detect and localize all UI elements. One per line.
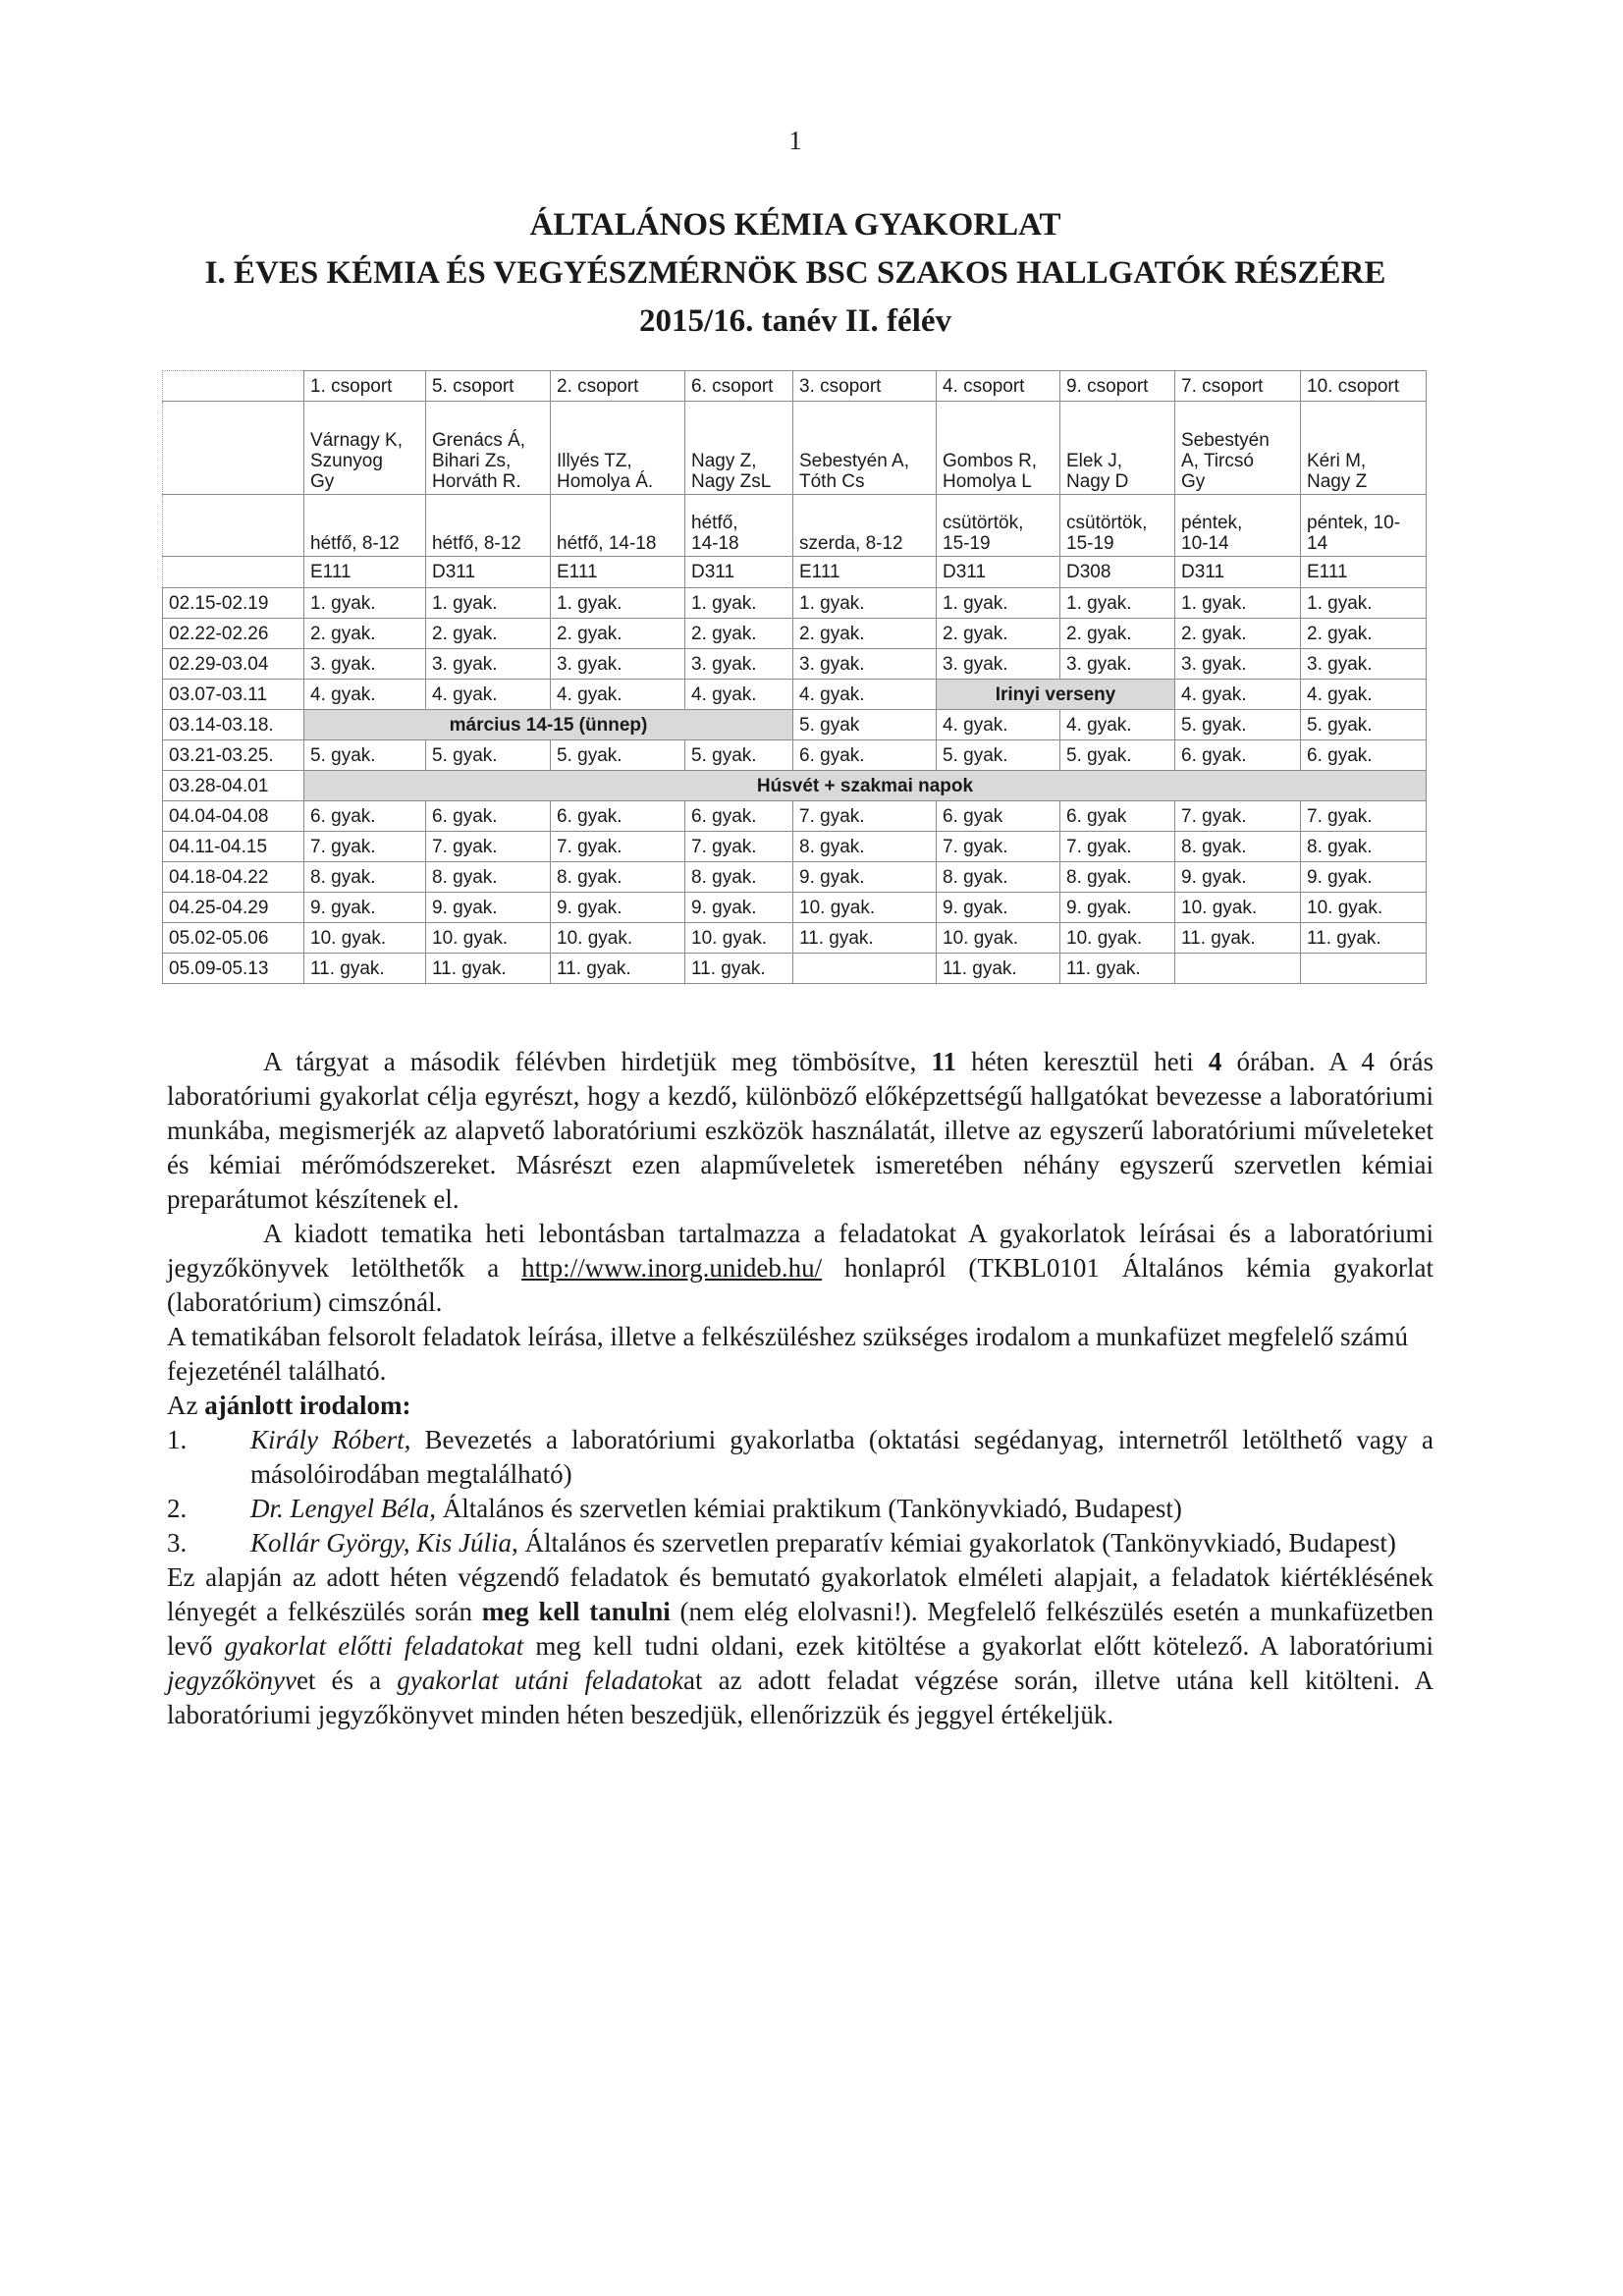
text-span: órában. A 4 órás laboratóriumi gyakorlat célja egyrészt, hogy a kezdő, különböző előképzettségű hallgatókat bevezesse a laboratóriumi munkába, megismerjék az alapvető laboratóriumi eszközök használatát, illetve az egyszerű laboratóriumi műveleteket és kémiai mérőmódszereket. Másrészt ezen alapműveletek ismeretében néhány egyszerű szervetlen kémiai preparátumot készítenek el. — [167, 1047, 1434, 1214]
schedule-cell: 7. gyak. — [1175, 801, 1301, 832]
week-dates: 04.18-04.22 — [163, 862, 304, 893]
cell-line: Illyés TZ, — [557, 451, 632, 471]
corner-cell — [163, 371, 304, 402]
schedule-cell: 11. gyak. — [1301, 923, 1427, 954]
week-dates: 02.29-03.04 — [163, 649, 304, 680]
schedule-cell: 7. gyak. — [551, 832, 685, 862]
schedule-cell: 8. gyak. — [551, 862, 685, 893]
schedule-cell: 7. gyak. — [426, 832, 551, 862]
week-dates: 05.02-05.06 — [163, 923, 304, 954]
schedule-cell: 10. gyak. — [793, 893, 937, 923]
cell-line: 14-18 — [691, 533, 739, 554]
schedule-cell: 5. gyak. — [551, 740, 685, 771]
schedule-table — [162, 370, 1427, 984]
table-row — [163, 862, 1427, 893]
cell-line: hétfő, 8-12 — [310, 533, 400, 554]
schedule-cell: 9. gyak. — [551, 893, 685, 923]
schedule-cell: 9. gyak. — [685, 893, 793, 923]
schedule-cell: 5. gyak. — [304, 740, 426, 771]
cell-line: 10-14 — [1181, 533, 1229, 554]
instructor-cell — [426, 402, 551, 495]
schedule-cell: 11. gyak. — [685, 954, 793, 984]
room-cell: D311 — [426, 557, 551, 588]
schedule-cell: 7. gyak. — [937, 832, 1060, 862]
text-span: héten keresztül heti — [956, 1047, 1209, 1076]
website-link[interactable]: http://www.inorg.unideb.hu/ — [521, 1253, 823, 1283]
schedule-cell: 8. gyak. — [793, 832, 937, 862]
table-row — [163, 680, 1427, 710]
schedule-cell — [1301, 954, 1427, 984]
cell-line: csütörtök, — [1066, 513, 1148, 533]
schedule-cell: 4. gyak. — [1060, 710, 1175, 740]
schedule-cell: 4. gyak. — [1301, 680, 1427, 710]
text-span: at az adott feladat végzése során, illetve utána kell kitölteni. A laboratóriumi jegyzőkönyvet minden héten beszedjük, ellenőrizzük és jeggyel értékeljük. — [167, 1666, 1434, 1729]
schedule-cell: 2. gyak. — [1175, 619, 1301, 649]
schedule-cell: 2. gyak. — [426, 619, 551, 649]
time-cell — [1060, 495, 1175, 557]
text-span: Az — [167, 1391, 205, 1420]
body-text — [167, 1045, 1434, 1732]
schedule-cell: 4. gyak. — [304, 680, 426, 710]
room-cell: E111 — [793, 557, 937, 588]
literature-author: Dr. Lengyel Béla, — [250, 1494, 436, 1523]
literature-number: 1. — [167, 1425, 188, 1454]
table-row — [163, 923, 1427, 954]
cell-line: Grenács Á, — [432, 430, 526, 451]
cell-line: Kéri M, — [1307, 451, 1367, 471]
cell-line: hétfő, 8-12 — [432, 533, 521, 554]
schedule-cell: 3. gyak. — [551, 649, 685, 680]
hours-count: 4 — [1208, 1047, 1222, 1076]
schedule-cell: 2. gyak. — [685, 619, 793, 649]
schedule-cell: 8. gyak. — [1301, 832, 1427, 862]
cell-line: Várnagy K, — [310, 430, 403, 451]
group-header: 4. csoport — [937, 371, 1060, 402]
cell-line: Homolya Á. — [557, 471, 654, 492]
instructor-cell — [304, 402, 426, 495]
text-span: gyakorlat utáni feladatok — [397, 1666, 683, 1695]
table-row — [163, 402, 1427, 495]
schedule-cell: 10. gyak. — [551, 923, 685, 954]
schedule-cell: 6. gyak. — [793, 740, 937, 771]
schedule-cell: 9. gyak. — [1175, 862, 1301, 893]
literature-text — [250, 1492, 1434, 1526]
time-cell — [1301, 495, 1427, 557]
time-cell — [793, 495, 937, 557]
room-cell: D308 — [1060, 557, 1175, 588]
schedule-cell: 3. gyak. — [304, 649, 426, 680]
schedule-cell: 2. gyak. — [304, 619, 426, 649]
table-row — [163, 371, 1427, 402]
cell-line: Gy — [310, 471, 335, 492]
schedule-cell: 1. gyak. — [1175, 588, 1301, 619]
table-row — [163, 801, 1427, 832]
group-header: 5. csoport — [426, 371, 551, 402]
schedule-cell: 9. gyak. — [426, 893, 551, 923]
schedule-cell: 8. gyak. — [937, 862, 1060, 893]
cell-line: Nagy ZsL — [691, 471, 772, 492]
cell-line: Szunyog — [310, 451, 383, 471]
room-cell: D311 — [937, 557, 1060, 588]
text-span: honlapról (TKBL0101 Általános kémia gyakorlat (laboratórium) cimszónál. — [167, 1253, 1434, 1317]
schedule-cell: 1. gyak. — [426, 588, 551, 619]
schedule-cell — [793, 954, 937, 984]
schedule-cell: 9. gyak. — [793, 862, 937, 893]
schedule-cell: 2. gyak. — [1301, 619, 1427, 649]
schedule-cell: 1. gyak. — [793, 588, 937, 619]
title-line-1: ÁLTALÁNOS KÉMIA GYAKORLAT — [529, 207, 1061, 243]
literature-text — [250, 1526, 1434, 1560]
time-cell — [937, 495, 1060, 557]
group-header: 9. csoport — [1060, 371, 1175, 402]
cell-line: Nagy D — [1066, 471, 1129, 492]
schedule-cell: 10. gyak. — [1060, 923, 1175, 954]
schedule-cell: 8. gyak. — [1060, 862, 1175, 893]
literature-item — [167, 1492, 1434, 1526]
schedule-cell: 10. gyak. — [426, 923, 551, 954]
room-cell: E111 — [551, 557, 685, 588]
time-cell — [685, 495, 793, 557]
corner-cell — [163, 557, 304, 588]
cell-line: 15-19 — [1066, 533, 1114, 554]
table-row — [163, 740, 1427, 771]
schedule-cell: 10. gyak. — [304, 923, 426, 954]
week-dates: 03.28-04.01 — [163, 771, 304, 801]
week-dates: 03.21-03.25. — [163, 740, 304, 771]
cell-line: Nagy Z, — [691, 451, 757, 471]
title-line-2: I. ÉVES KÉMIA ÉS VEGYÉSZMÉRNÖK BSC SZAKOS HALLGATÓK RÉSZÉRE — [204, 255, 1386, 291]
schedule-cell: 7. gyak. — [304, 832, 426, 862]
literature-text — [250, 1423, 1434, 1492]
literature-number: 2. — [167, 1494, 188, 1523]
schedule-cell: 1. gyak. — [937, 588, 1060, 619]
schedule-cell: 3. gyak. — [1301, 649, 1427, 680]
page-number: 1 — [788, 126, 802, 155]
schedule-cell: 5. gyak. — [426, 740, 551, 771]
schedule-cell: 7. gyak. — [793, 801, 937, 832]
cell-line: szerda, 8-12 — [799, 533, 903, 554]
cell-line: Nagy Z — [1307, 471, 1368, 492]
instructor-cell — [1060, 402, 1175, 495]
cell-line: A, Tircsó — [1181, 451, 1254, 471]
schedule-cell: 1. gyak. — [1060, 588, 1175, 619]
schedule-cell: 11. gyak. — [937, 954, 1060, 984]
text-span: Ez alapján az adott héten végzendő feladatok és bemutató gyakorlatok elméleti alapjait, a feladatok kiértéklésének lényegét a felkészülés során — [167, 1562, 1434, 1626]
schedule-cell: 3. gyak. — [426, 649, 551, 680]
schedule-cell: 11. gyak. — [1175, 923, 1301, 954]
schedule-cell: 4. gyak. — [551, 680, 685, 710]
cell-line: Horváth R. — [432, 471, 521, 492]
group-header: 6. csoport — [685, 371, 793, 402]
schedule-cell: 6. gyak. — [1175, 740, 1301, 771]
schedule-cell: 6. gyak — [937, 801, 1060, 832]
corner-cell — [163, 495, 304, 557]
schedule-cell: 6. gyak. — [1301, 740, 1427, 771]
schedule-cell: 9. gyak. — [304, 893, 426, 923]
schedule-cell: 4. gyak. — [426, 680, 551, 710]
instructor-cell — [937, 402, 1060, 495]
room-cell: D311 — [685, 557, 793, 588]
schedule-cell: 4. gyak. — [937, 710, 1060, 740]
span-event-cell: Irinyi verseny — [937, 680, 1175, 710]
schedule-cell: 9. gyak. — [1301, 862, 1427, 893]
schedule-cell: 5. gyak. — [1060, 740, 1175, 771]
munkafuzet-paragraph: A tematikában felsorolt feladatok leírása, illetve a felkészüléshez szükséges irodalom a munkafüzet megfelelő számú fejezeténél található. — [167, 1322, 1409, 1386]
tematika-paragraph — [167, 1217, 1434, 1320]
schedule-cell: 4. gyak. — [1175, 680, 1301, 710]
cell-line: Gombos R, — [943, 451, 1038, 471]
schedule-cell: 3. gyak. — [685, 649, 793, 680]
corner-cell — [163, 402, 304, 495]
room-cell: E111 — [304, 557, 426, 588]
schedule-cell: 5. gyak. — [685, 740, 793, 771]
schedule-cell: 3. gyak. — [1175, 649, 1301, 680]
schedule-cell: 5. gyak. — [1175, 710, 1301, 740]
room-cell: E111 — [1301, 557, 1427, 588]
week-dates: 02.22-02.26 — [163, 619, 304, 649]
title-line-3: 2015/16. tanév II. félév — [638, 303, 952, 339]
schedule-cell: 11. gyak. — [793, 923, 937, 954]
schedule-cell: 1. gyak. — [304, 588, 426, 619]
schedule-cell: 9. gyak. — [937, 893, 1060, 923]
schedule-cell: 8. gyak. — [685, 862, 793, 893]
cell-line: Elek J, — [1066, 451, 1123, 471]
literature-item — [167, 1423, 1434, 1492]
text-span: et és a — [296, 1666, 398, 1695]
schedule-cell — [1175, 954, 1301, 984]
cell-line: péntek, 10- — [1307, 513, 1401, 533]
text-span: meg kell tudni oldani, ezek kitöltése a gyakorlat előtt kötelező. A laboratóriumi — [523, 1631, 1434, 1661]
schedule-cell: 3. gyak. — [937, 649, 1060, 680]
table-row — [163, 619, 1427, 649]
schedule-cell: 7. gyak. — [685, 832, 793, 862]
schedule-cell: 10. gyak. — [937, 923, 1060, 954]
schedule-cell: 11. gyak. — [304, 954, 426, 984]
schedule-cell: 7. gyak. — [1301, 801, 1427, 832]
group-header: 2. csoport — [551, 371, 685, 402]
group-header: 10. csoport — [1301, 371, 1427, 402]
text-span: ajánlott irodalom: — [204, 1391, 411, 1420]
table-row — [163, 771, 1427, 801]
room-cell: D311 — [1175, 557, 1301, 588]
text-span: (nem elég elolvasni!). Megfelelő felkészülés esetén a munkafüzetben levő — [167, 1597, 1434, 1661]
cell-line: 14 — [1307, 533, 1328, 554]
table-row — [163, 954, 1427, 984]
schedule-cell: 7. gyak. — [1060, 832, 1175, 862]
schedule-cell: 5. gyak. — [1301, 710, 1427, 740]
text-span: A tárgyat a második félévben hirdetjük meg tömbösítve, — [263, 1047, 932, 1076]
cell-line: hétfő, 14-18 — [557, 533, 657, 554]
preparation-paragraph — [167, 1560, 1434, 1732]
table-row — [163, 588, 1427, 619]
week-dates: 04.25-04.29 — [163, 893, 304, 923]
schedule-cell: 11. gyak. — [426, 954, 551, 984]
cell-line: Sebestyén A, — [799, 451, 909, 471]
table-row — [163, 649, 1427, 680]
table-row — [163, 893, 1427, 923]
literature-author: Kollár György, Kis Júlia, — [250, 1528, 518, 1558]
time-cell — [304, 495, 426, 557]
table-row — [163, 495, 1427, 557]
cell-line: Homolya L — [943, 471, 1032, 492]
time-cell — [426, 495, 551, 557]
time-cell — [1175, 495, 1301, 557]
schedule-cell: 2. gyak. — [1060, 619, 1175, 649]
instructor-cell — [685, 402, 793, 495]
literature-heading — [167, 1389, 1434, 1423]
cell-line: csütörtök, — [943, 513, 1024, 533]
schedule-cell: 5. gyak. — [937, 740, 1060, 771]
literature-number: 3. — [167, 1528, 188, 1558]
schedule-cell: 4. gyak. — [793, 680, 937, 710]
span-event-cell: Húsvét + szakmai napok — [304, 771, 1427, 801]
schedule-cell: 11. gyak. — [1060, 954, 1175, 984]
group-header: 7. csoport — [1175, 371, 1301, 402]
schedule-cell: 4. gyak. — [685, 680, 793, 710]
time-cell — [551, 495, 685, 557]
group-header: 3. csoport — [793, 371, 937, 402]
schedule-cell: 1. gyak. — [551, 588, 685, 619]
schedule-cell: 1. gyak. — [1301, 588, 1427, 619]
text-span: A kiadott tematika heti lebontásban tartalmazza a feladatokat A gyakorlatok leírásai és a laboratóriumi jegyzőkönyvek letölthetők a — [167, 1219, 1434, 1283]
schedule-cell: 11. gyak. — [551, 954, 685, 984]
cell-line: Gy — [1181, 471, 1206, 492]
literature-title: Bevezetés a laboratóriumi gyakorlatba (oktatási segédanyag, internetről letölthető vagy a másolóirodában megtalálható) — [250, 1425, 1434, 1489]
week-dates: 05.09-05.13 — [163, 954, 304, 984]
schedule-cell: 2. gyak. — [793, 619, 937, 649]
table-row — [163, 557, 1427, 588]
text-span: meg kell tanulni — [481, 1597, 671, 1626]
week-dates: 04.04-04.08 — [163, 801, 304, 832]
literature-title: Általános és szervetlen preparatív kémiai gyakorlatok (Tankönyvkiadó, Budapest) — [517, 1528, 1396, 1558]
schedule-cell: 10. gyak. — [1301, 893, 1427, 923]
week-dates: 02.15-02.19 — [163, 588, 304, 619]
literature-author: Király Róbert, — [250, 1425, 411, 1454]
schedule-cell: 3. gyak. — [1060, 649, 1175, 680]
schedule-cell: 10. gyak. — [1175, 893, 1301, 923]
schedule-cell: 6. gyak — [1060, 801, 1175, 832]
schedule-cell: 5. gyak — [793, 710, 937, 740]
span-event-cell: március 14-15 (ünnep) — [304, 710, 793, 740]
schedule-cell: 8. gyak. — [1175, 832, 1301, 862]
cell-line: péntek, — [1181, 513, 1243, 533]
cell-line: 15-19 — [943, 533, 991, 554]
literature-item — [167, 1526, 1434, 1560]
literature-list — [167, 1423, 1434, 1560]
instructor-cell — [551, 402, 685, 495]
text-span: gyakorlat előtti feladatokat — [224, 1631, 524, 1661]
schedule-cell: 9. gyak. — [1060, 893, 1175, 923]
week-dates: 04.11-04.15 — [163, 832, 304, 862]
schedule-cell: 8. gyak. — [426, 862, 551, 893]
cell-line: hétfő, — [691, 513, 738, 533]
week-dates: 03.07-03.11 — [163, 680, 304, 710]
schedule-cell: 3. gyak. — [793, 649, 937, 680]
schedule-cell: 6. gyak. — [304, 801, 426, 832]
table-row — [163, 710, 1427, 740]
schedule-cell: 6. gyak. — [426, 801, 551, 832]
group-header: 1. csoport — [304, 371, 426, 402]
cell-line: Bihari Zs, — [432, 451, 512, 471]
schedule-cell: 6. gyak. — [685, 801, 793, 832]
document-title — [0, 201, 1591, 346]
instructor-cell — [1301, 402, 1427, 495]
schedule-cell: 2. gyak. — [937, 619, 1060, 649]
schedule-cell: 6. gyak. — [551, 801, 685, 832]
week-dates: 03.14-03.18. — [163, 710, 304, 740]
intro-paragraph — [167, 1045, 1434, 1217]
cell-line: Sebestyén — [1181, 430, 1270, 451]
schedule-cell: 10. gyak. — [685, 923, 793, 954]
schedule-cell: 8. gyak. — [304, 862, 426, 893]
weeks-count: 11 — [931, 1047, 956, 1076]
text-span: jegyzőkönyv — [167, 1666, 297, 1695]
cell-line: Tóth Cs — [799, 471, 865, 492]
instructor-cell — [1175, 402, 1301, 495]
schedule-cell: 2. gyak. — [551, 619, 685, 649]
instructor-cell — [793, 402, 937, 495]
table-row — [163, 832, 1427, 862]
schedule-cell: 1. gyak. — [685, 588, 793, 619]
literature-title: Általános és szervetlen kémiai praktikum (Tankönyvkiadó, Budapest) — [435, 1494, 1182, 1523]
